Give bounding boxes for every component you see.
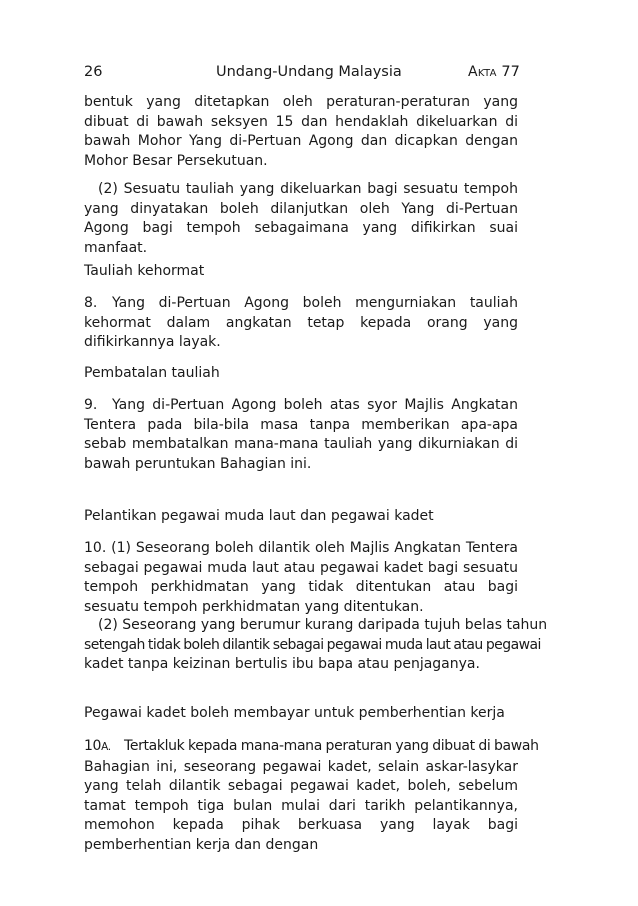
continued-paragraph: bentuk yang ditetapkan oleh peraturan-peraturan yang dibuat di bawah seksyen 15 dan hendaklah dikeluarkan di bawah Mohor Yang di-Pertuan Agong dan dicapkan dengan Mohor Besar Persekutuan. <box>84 94 518 169</box>
section-number: 10. <box>84 540 107 556</box>
subsection-text-line-3: kadet tanpa keizinan bertulis ibu bapa atau penjaganya. <box>84 656 480 673</box>
subsection-text-line-1: Seseorang yang berumur kurang daripada tujuh belas tahun <box>122 617 548 633</box>
subsection-number: (2) <box>98 617 118 633</box>
section-10a-heading: Pegawai kadet boleh membayar untuk pemberhentian kerja <box>84 705 505 721</box>
subsection-number: (2) <box>98 181 118 197</box>
act-number: 77 <box>501 64 520 80</box>
section-text: Yang di-Pertuan Agong boleh mengurniakan tauliah kehormat dalam angkatan tetap kepada orang yang difikirkannya layak. <box>84 295 518 351</box>
section-10a-body <box>84 737 539 856</box>
section-number: 10A. <box>84 738 111 754</box>
subsection-text-line-2: setengah tidak boleh dilantik sebagai pegawai muda laut atau pegawai <box>84 636 541 653</box>
subsection-text: Sesuatu tauliah yang dikeluarkan bagi sesuatu tempoh yang dinyatakan boleh dilanjutkan oleh Yang di-Pertuan Agong bagi tempoh sebagaimana yang difikirkan suai manfaat. <box>84 181 518 256</box>
running-title: Undang-Undang Malaysia <box>216 64 402 80</box>
subsection-2 <box>84 180 518 258</box>
section-text: Yang di-Pertuan Agong boleh atas syor Majlis Angkatan Tentera pada bila-bila masa tanpa memberikan apa-apa sebab membatalkan mana-mana tauliah yang dikurniakan di bawah peruntukan Bahagian ini. <box>84 397 518 472</box>
section-8-heading: Tauliah kehormat <box>84 263 205 279</box>
section-text-line-1: Tertakluk kepada mana-mana peraturan yang dibuat di bawah <box>124 738 539 754</box>
section-10-subsection-2 <box>84 616 548 675</box>
section-8-body <box>84 294 518 353</box>
section-9-body <box>84 396 518 474</box>
section-number: 9. <box>84 397 98 413</box>
section-10-heading: Pelantikan pegawai muda laut dan pegawai kadet <box>84 508 434 524</box>
subsection-number: (1) <box>111 540 131 556</box>
section-10-subsection-1 <box>84 539 518 617</box>
page-number: 26 <box>84 64 103 80</box>
act-reference <box>468 63 520 81</box>
subsection-text: Seseorang boleh dilantik oleh Majlis Angkatan Tentera sebagai pegawai muda laut atau pegawai kadet bagi sesuatu tempoh perkhidmatan yang tidak ditentukan atau bagi sesuatu tempoh perkhidmatan yang ditentukan. <box>84 540 518 615</box>
act-label: Akta <box>468 64 497 80</box>
section-text-rest: Bahagian ini, seseorang pegawai kadet, selain askar-lasykar yang telah dilantik sebagai pegawai kadet, boleh, sebelum tamat tempoh tiga bulan mulai dari tarikh pelantikannya, memohon kepada pihak berkuasa yang layak bagi pemberhentian kerja dan dengan <box>84 758 518 853</box>
section-9-heading: Pembatalan tauliah <box>84 365 220 381</box>
section-number: 8. <box>84 295 98 311</box>
